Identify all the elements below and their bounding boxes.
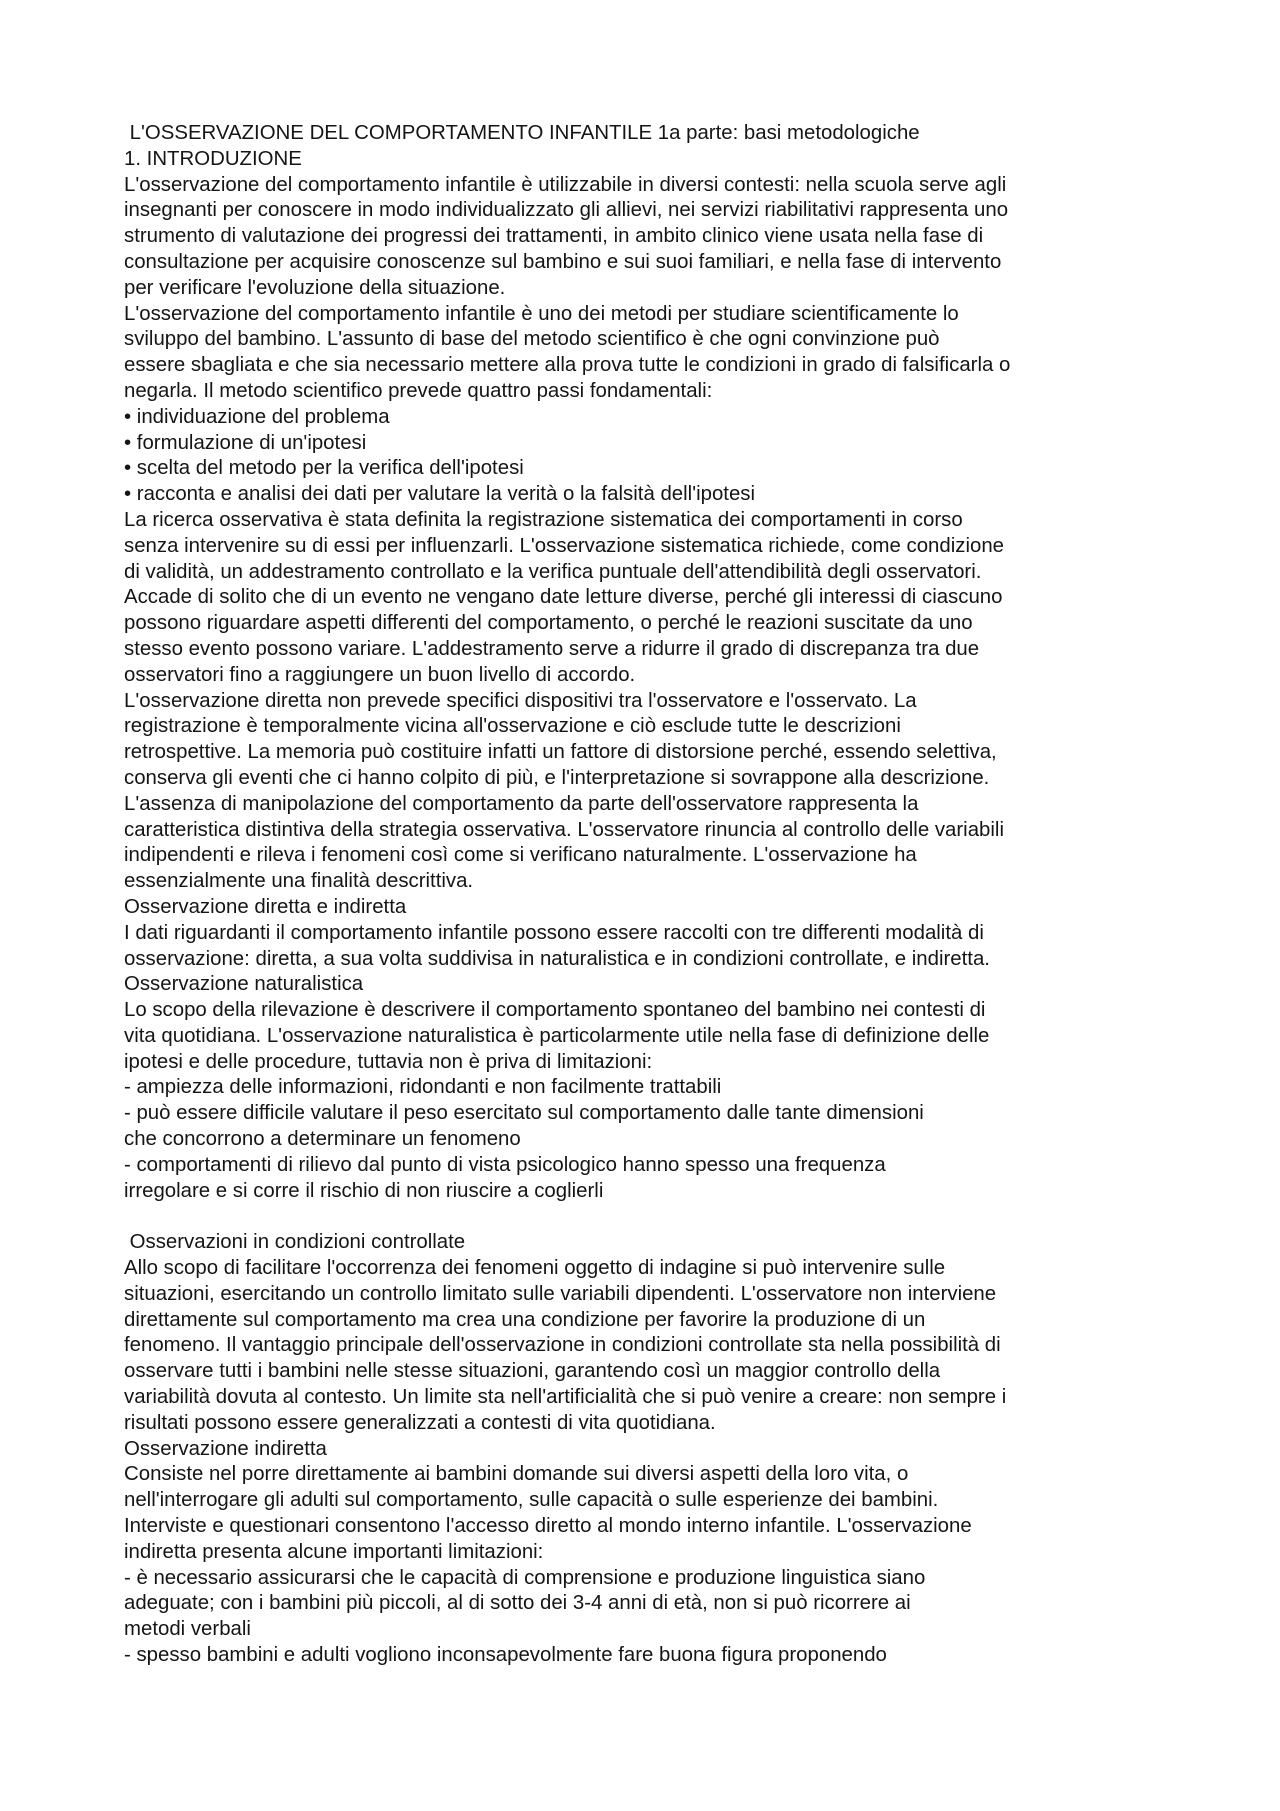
text-line: irregolare e si corre il rischio di non riuscire a coglierli (124, 1179, 604, 1202)
text-line: La ricerca osservativa è stata definita la registrazione sistematica dei comportamenti in corso (124, 508, 963, 531)
text-line: variabilità dovuta al contesto. Un limite sta nell'artificialità che si può venire a creare: non sempre i (124, 1386, 1007, 1409)
text-line: L'osservazione del comportamento infantile è utilizzabile in diversi contesti: nella scuola serve agli (124, 173, 1007, 196)
text-line: • individuazione del problema (124, 405, 390, 428)
text-line: - può essere difficile valutare il peso esercitato sul comportamento dalle tante dimensioni (124, 1102, 924, 1125)
text-line: Osservazioni in condizioni controllate (124, 1231, 466, 1254)
text-line: fenomeno. Il vantaggio principale dell'osservazione in condizioni controllate sta nella possibilità di (124, 1334, 1001, 1357)
text-line: direttamente sul comportamento ma crea una condizione per favorire la produzione di un (124, 1308, 926, 1331)
text-line: essenzialmente una finalità descrittiva. (124, 870, 474, 893)
text-line: osservatori fino a raggiungere un buon livello di accordo. (124, 663, 636, 686)
text-line: risultati possono essere generalizzati a contesti di vita quotidiana. (124, 1411, 716, 1434)
text-line: Interviste e questionari consentono l'accesso diretto al mondo interno infantile. L'osservazione (124, 1515, 972, 1538)
text-line: L'osservazione diretta non prevede specifici dispositivi tra l'osservatore e l'osservato. La (124, 689, 917, 712)
text-line: vita quotidiana. L'osservazione naturalistica è particolarmente utile nella fase di definizione delle (124, 1024, 990, 1047)
text-line: - ampiezza delle informazioni, ridondanti e non facilmente trattabili (124, 1076, 722, 1099)
text-line: adeguate; con i bambini più piccoli, al di sotto dei 3-4 anni di età, non si può ricorrere ai (124, 1592, 911, 1615)
text-line: Osservazione indiretta (124, 1437, 327, 1460)
text-line: registrazione è temporalmente vicina all'osservazione e ciò esclude tutte le descrizioni (124, 715, 901, 738)
text-line: strumento di valutazione dei progressi dei trattamenti, in ambito clinico viene usata nella fase di (124, 225, 984, 248)
text-line: sviluppo del bambino. L'assunto di base del metodo scientifico è che ogni convinzione può (124, 328, 940, 351)
text-line: indipendenti e rileva i fenomeni così come si verificano naturalmente. L'osservazione ha (124, 844, 917, 867)
text-line: ipotesi e delle procedure, tuttavia non è priva di limitazioni: (124, 1050, 653, 1073)
text-line: essere sbagliata e che sia necessario mettere alla prova tutte le condizioni in grado di falsificarla o (124, 354, 1011, 377)
text-line: Accade di solito che di un evento ne vengano date letture diverse, perché gli interessi di ciascuno (124, 586, 1003, 609)
text-line: Allo scopo di facilitare l'occorrenza dei fenomeni oggetto di indagine si può intervenire sulle (124, 1257, 946, 1280)
text-line: nell'interrogare gli adulti sul comportamento, sulle capacità o sulle esperienze dei bambini. (124, 1489, 939, 1512)
text-line: Osservazione naturalistica (124, 973, 364, 996)
text-line: • scelta del metodo per la verifica dell'ipotesi (124, 457, 524, 480)
text-line: L'assenza di manipolazione del comportamento da parte dell'osservatore rappresenta la (124, 792, 919, 815)
text-line: indiretta presenta alcune importanti limitazioni: (124, 1540, 544, 1563)
text-line: possono riguardare aspetti differenti del comportamento, o perché le reazioni suscitate da uno (124, 612, 973, 635)
text-line (124, 1204, 1194, 1230)
document-page (124, 121, 1194, 1669)
text-line: - è necessario assicurarsi che le capacità di comprensione e produzione linguistica siano (124, 1566, 926, 1589)
text-line: - spesso bambini e adulti vogliono inconsapevolmente fare buona figura proponendo (124, 1644, 887, 1667)
text-line: Consiste nel porre direttamente ai bambini domande sui diversi aspetti della loro vita, o (124, 1463, 909, 1486)
text-line: insegnanti per conoscere in modo individualizzato gli allievi, nei servizi riabilitativi rappresenta uno (124, 199, 1009, 222)
text-line: senza intervenire su di essi per influenzarli. L'osservazione sistematica richiede, come condizione (124, 534, 1004, 557)
text-line: • formulazione di un'ipotesi (124, 431, 367, 454)
text-line: osservare tutti i bambini nelle stesse situazioni, garantendo così un maggior controllo della (124, 1360, 941, 1383)
text-line: caratteristica distintiva della strategia osservativa. L'osservatore rinuncia al controllo delle variabili (124, 818, 1004, 841)
text-line: L'OSSERVAZIONE DEL COMPORTAMENTO INFANTILE 1a parte: basi metodologiche (124, 122, 920, 144)
text-line: per verificare l'evoluzione della situazione. (124, 276, 506, 299)
text-line: che concorrono a determinare un fenomeno (124, 1128, 521, 1151)
text-line: retrospettive. La memoria può costituire infatti un fattore di distorsione perché, essendo selettiva, (124, 741, 997, 764)
text-line: I dati riguardanti il comportamento infantile possono essere raccolti con tre differenti modalità di (124, 921, 984, 944)
text-line: stesso evento possono variare. L'addestramento serve a ridurre il grado di discrepanza tra due (124, 637, 980, 660)
text-line: • racconta e analisi dei dati per valutare la verità o la falsità dell'ipotesi (124, 483, 756, 506)
text-line: - comportamenti di rilievo dal punto di vista psicologico hanno spesso una frequenza (124, 1153, 886, 1176)
text-line: situazioni, esercitando un controllo limitato sulle variabili dipendenti. L'osservatore non interviene (124, 1282, 997, 1305)
text-line: 1. INTRODUZIONE (124, 147, 302, 170)
text-line: L'osservazione del comportamento infantile è uno dei metodi per studiare scientificamente lo (124, 302, 959, 325)
text-line: consultazione per acquisire conoscenze sul bambino e sui suoi familiari, e nella fase di intervento (124, 250, 1002, 273)
text-line: conserva gli eventi che ci hanno colpito di più, e l'interpretazione si sovrappone alla descrizione. (124, 766, 990, 789)
text-line: metodi verbali (124, 1618, 251, 1641)
text-line: Lo scopo della rilevazione è descrivere il comportamento spontaneo del bambino nei contesti di (124, 999, 986, 1022)
text-line: di validità, un addestramento controllato e la verifica puntuale dell'attendibilità degli osservatori. (124, 560, 982, 583)
text-line: negarla. Il metodo scientifico prevede quattro passi fondamentali: (124, 379, 713, 402)
text-line: osservazione: diretta, a sua volta suddivisa in naturalistica e in condizioni controllate, e indiretta. (124, 947, 990, 970)
text-line: Osservazione diretta e indiretta (124, 895, 407, 918)
